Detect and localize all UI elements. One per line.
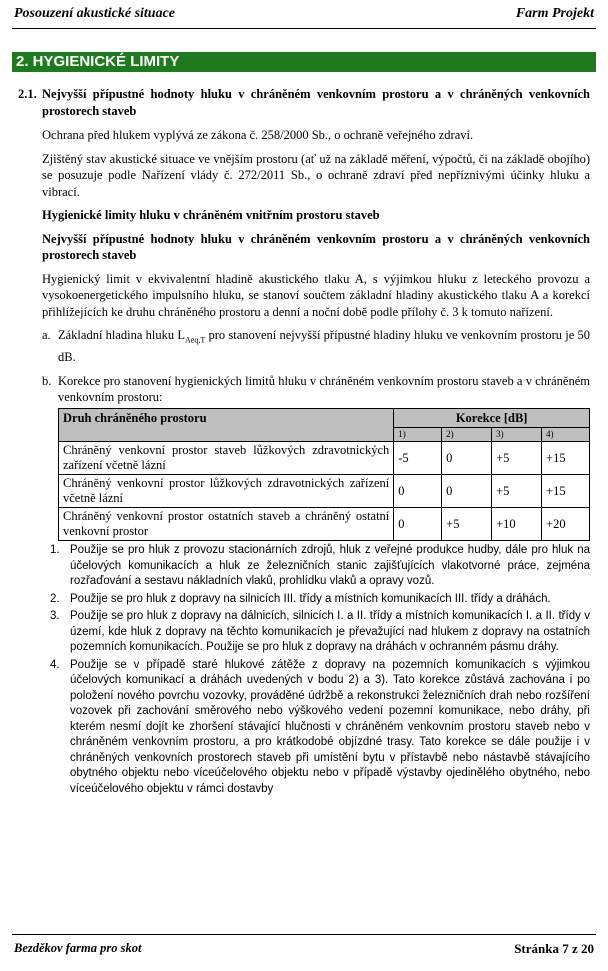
heading-outdoor-limits: Nejvyšší přípustné hodnoty hluku v chráněném venkovním prostoru a v chráněných venkovních prostorech staveb	[42, 231, 590, 262]
list-text	[58, 327, 590, 366]
section-title: 2. HYGIENICKÉ LIMITY	[12, 52, 596, 72]
header-title: Posouzení akustické situace	[14, 6, 176, 21]
page-number: Stránka 7 z 20	[514, 941, 594, 956]
subheader-cell: 2)	[442, 428, 492, 442]
list-letter: b.	[42, 373, 52, 388]
value-cell: 0	[442, 475, 492, 508]
footnote-text: Použije se pro hluk z dopravy na silnicích III. třídy a místních komunikacích III. třídy a dráhách.	[70, 592, 551, 605]
footer-divider	[12, 934, 596, 935]
value-cell: -5	[394, 442, 442, 475]
footnotes	[50, 543, 590, 797]
subheader-cell: 3)	[492, 428, 542, 442]
subheader-cell: 1)	[394, 428, 442, 442]
footnote	[50, 543, 590, 590]
korekce-header: Korekce [dB]	[394, 408, 590, 428]
footnote	[50, 609, 590, 656]
footer-project: Bezděkov farma pro skot	[14, 941, 142, 955]
footnote-text: Použije se pro hluk z provozu stacionárních zdrojů, hluk z veřejné produkce hudby, dále pro hluk na účelových komunikacích a hluk ze železničních stanic zajišťujících vlakotvorné práce, zejména rozřaďování a sestavu nákladních vlaků, prohlídku vlaků a opravy vozů.	[70, 544, 590, 587]
footnote-text: Použije se pro hluk z dopravy na dálnicích, silnicích I. a II. třídy a místních komunikacích I. a II. třídy v území, kde hluk z dopravy na těchto komunikacích je převažující nad hlukem z dopravy na ostatních pozemních komunikacích. Použije se pro hluk z dopravy na dráhách v ochranném pásmu dráhy.	[70, 610, 590, 653]
value-cell: +20	[542, 508, 590, 541]
table-row	[59, 442, 590, 475]
row-label: Chráněný venkovní prostor ostatních staveb a chráněný ostatní venkovní prostor	[59, 508, 394, 541]
subsection-title: Nejvyšší přípustné hodnoty hluku v chráněném venkovním prostoru a v chráněných venkovních prostorech staveb	[42, 87, 590, 118]
list-item-b	[42, 373, 590, 406]
value-cell: 0	[442, 442, 492, 475]
correction-table	[58, 408, 590, 542]
value-cell: +15	[542, 442, 590, 475]
row-label: Chráněný venkovní prostor lůžkových zdravotnických zařízení včetně lázní	[59, 475, 394, 508]
footnote-number: 2.	[50, 592, 60, 605]
value-cell: +15	[542, 475, 590, 508]
value-cell: +5	[442, 508, 492, 541]
paragraph: Ochrana před hlukem vyplývá ze zákona č. 258/2000 Sb., o ochraně veřejného zdraví.	[42, 128, 474, 142]
list-text-part: Základní hladina hluku L	[58, 328, 186, 342]
header-company: Farm Projekt	[515, 6, 594, 21]
page-footer	[14, 941, 594, 961]
list-item-a	[42, 327, 590, 366]
column-header: Druh chráněného prostoru	[59, 408, 394, 442]
value-cell: +10	[492, 508, 542, 541]
footnote-text: Použije se v případě staré hlukové zátěže z dopravy na pozemních komunikacích s výjimkou účelových komunikací a dráhách uvedených v bodu 2) a 3). Tato korekce zůstává zachována i po položení nového povrchu vozovky, prováděné údržbě a rekonstrukci železničních drah nebo rozšíření vozovek při zachování směrového nebo výškového vedení pozemní komunikace, nebo dráhy, při kterém nesmí dojít ke zhoršení stávající hlučnosti v chráněném venkovním prostoru staveb nebo v chráněném venkovním prostoru, a pro krátkodobé objízdné trasy. Tato korekce se dále použije i v chráněných venkovních prostorech staveb při umístění bytu v přístavbě nebo nástavbě stávajícího obytného objektu nebo víceúčelového objektu nebo v případě výstavby ojedinělého obytného, nebo víceúčelového objektu v rámci dostavby	[70, 658, 590, 795]
header-divider	[12, 28, 596, 29]
footnote-number: 4.	[50, 658, 60, 671]
paragraph: Hygienický limit v ekvivalentní hladině akustického tlaku A, s výjimkou hluku z leteckého provozu a vysokoenergetického impulsního hluku, se stanoví součtem základní hladiny akustického tlaku A a korekcí přihlížejících ke druhu chráněného prostoru a denní a noční době podle přílohy č. 3 k tomuto nařízení.	[42, 271, 590, 319]
list-text-part: pro stanovení nejvyšší přípustné hladiny hluku ve venkovním prostoru je 50 dB.	[58, 328, 590, 364]
value-cell: 0	[394, 508, 442, 541]
paragraph: Zjištěný stav akustické situace ve vnějším prostoru (ať už na základě měření, výpočtů, či na základě obojího) se posuzuje podle Nařízení vlády č. 272/2011 Sb., o ochraně zdraví před nepříznivými účinky hluku a vibrací.	[42, 151, 590, 199]
laeq-subscript: Aeq,T	[185, 335, 206, 345]
value-cell: +5	[492, 475, 542, 508]
subsection-heading	[18, 86, 590, 119]
row-label: Chráněný venkovní prostor staveb lůžkových zdravotnických zařízení včetně lázní	[59, 442, 394, 475]
heading-indoor-limits: Hygienické limity hluku v chráněném vnitřním prostoru staveb	[42, 208, 380, 222]
page-header	[14, 6, 594, 26]
value-cell: 0	[394, 475, 442, 508]
document-body	[18, 86, 590, 799]
footnote-number: 3.	[50, 610, 60, 622]
footnote	[50, 592, 590, 608]
list-letter: a.	[42, 328, 51, 342]
table-row	[59, 475, 590, 508]
value-cell: +5	[492, 442, 542, 475]
subsection-number: 2.1.	[18, 87, 37, 101]
list-text: Korekce pro stanovení hygienických limitů hluku v chráněném venkovním prostoru staveb a v chráněném venkovním prostoru:	[58, 373, 590, 404]
table-row	[59, 508, 590, 541]
subheader-cell: 4)	[542, 428, 590, 442]
table-header-row	[59, 408, 590, 428]
footnote	[50, 658, 590, 798]
footnote-number: 1.	[50, 544, 60, 556]
